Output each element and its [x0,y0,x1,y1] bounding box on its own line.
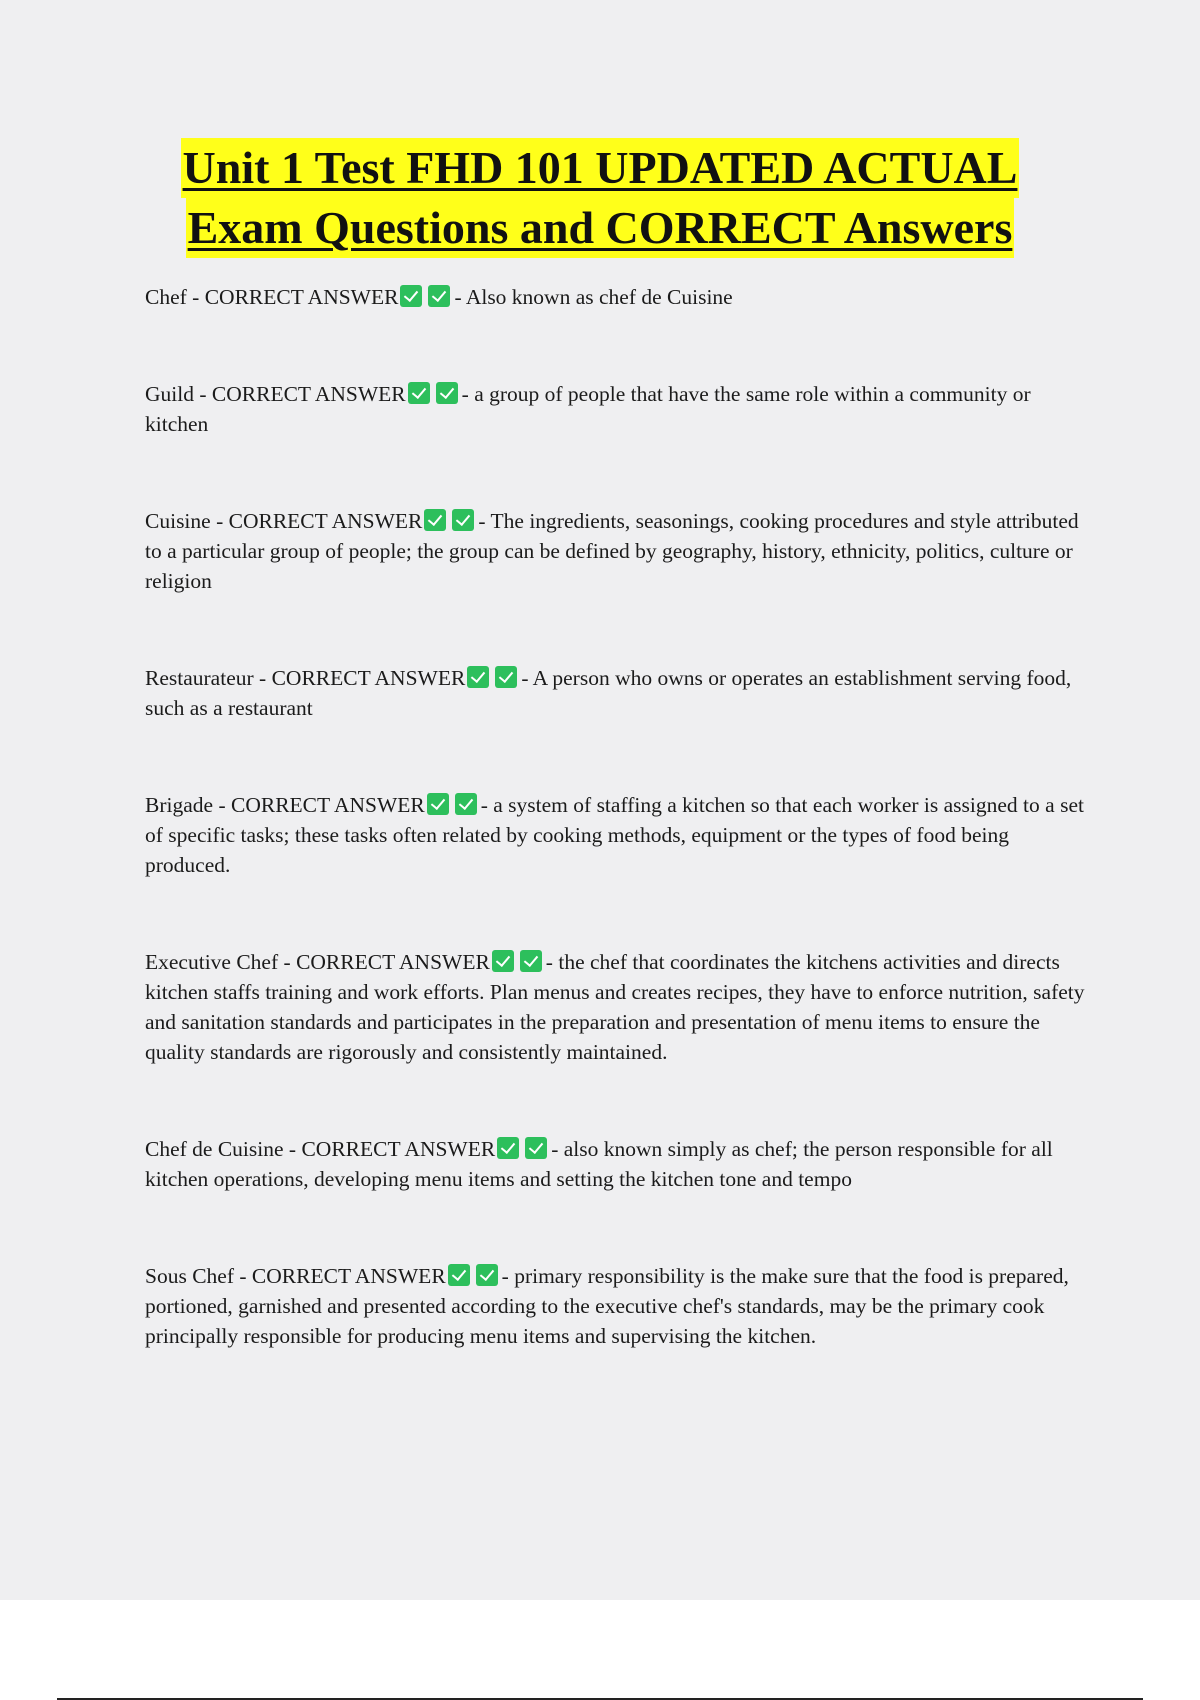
check-box-icon [476,1264,498,1286]
entry-marker: CORRECT ANSWER [211,382,406,406]
qa-entry: Chef de Cuisine - CORRECT ANSWER - also known simply as chef; the person responsible for all kitchen operations, developing menu items and setting the kitchen tone and tempo [145,1137,1053,1191]
check-box-icon [427,793,449,815]
qa-entry: Cuisine - CORRECT ANSWER - The ingredients, seasonings, cooking procedures and style attributed to a particular group of people; the group can be defined by geography, history, ethnicity, politics, culture or religion [145,509,1079,593]
entry-definition: also known simply as chef; the person responsible for all kitchen operations, developing menu items and setting the kitchen tone and tempo [145,1137,1053,1191]
entry-term: Restaurateur [145,666,254,690]
entry-marker: CORRECT ANSWER [271,666,466,690]
entry-marker: CORRECT ANSWER [228,509,423,533]
qa-entry: Guild - CORRECT ANSWER - a group of people that have the same role within a community or kitchen [145,382,1031,436]
check-box-icon [428,285,450,307]
qa-entry: Brigade - CORRECT ANSWER - a system of staffing a kitchen so that each worker is assigned to a set of specific tasks; these tasks often related by cooking methods, equipment or the types of food being produced. [145,793,1084,877]
check-box-icon [400,285,422,307]
check-box-icon [467,666,489,688]
entry-definition: the chef that coordinates the kitchens activities and directs kitchen staffs training and work efforts. Plan menus and creates recipes, they have to enforce nutrition, safety and sanitation standards and participates in the preparation and presentation of menu items to ensure the quality standards are rigorously and consistently maintained. [145,950,1085,1064]
title-line-2: Exam Questions and CORRECT Answers [186,198,1015,258]
qa-entry: Sous Chef - CORRECT ANSWER - primary responsibility is the make sure that the food is prepared, portioned, garnished and presented according to the executive chef's standards, may be the primary cook principally responsible for producing menu items and supervising the kitchen. [145,1264,1069,1348]
entry-definition: The ingredients, seasonings, cooking procedures and style attributed to a particular group of people; the group can be defined by geography, history, ethnicity, politics, culture or religion [145,509,1079,593]
check-box-icon [436,382,458,404]
entry-definition: A person who owns or operates an establishment serving food, such as a restaurant [145,666,1072,720]
entry-term: Guild [145,382,194,406]
check-box-icon [495,666,517,688]
qa-list [145,282,1095,1351]
document-title [0,138,1200,258]
check-box-icon [455,793,477,815]
qa-entry: Chef - CORRECT ANSWER - Also known as chef de Cuisine [145,285,733,309]
entry-term: Sous Chef [145,1264,234,1288]
check-box-icon [448,1264,470,1286]
entry-marker: CORRECT ANSWER [301,1137,496,1161]
qa-entry: Executive Chef - CORRECT ANSWER - the chef that coordinates the kitchens activities and directs kitchen staffs training and work efforts. Plan menus and creates recipes, they have to enforce nutrition, safety and sanitation standards and participates in the preparation and presentation of menu items to ensure the quality standards are rigorously and consistently maintained. [145,950,1085,1064]
title-line-1: Unit 1 Test FHD 101 UPDATED ACTUAL [181,138,1020,198]
entry-marker: CORRECT ANSWER [204,285,399,309]
entry-definition: a system of staffing a kitchen so that each worker is assigned to a set of specific tasks; these tasks often related by cooking methods, equipment or the types of food being produced. [145,793,1084,877]
check-box-icon [408,382,430,404]
check-box-icon [520,950,542,972]
check-box-icon [424,509,446,531]
entry-term: Brigade [145,793,214,817]
entry-definition: Also known as chef de Cuisine [465,285,733,309]
check-box-icon [525,1137,547,1159]
check-box-icon [492,950,514,972]
entry-term: Cuisine [145,509,211,533]
check-box-icon [452,509,474,531]
entry-marker: CORRECT ANSWER [230,793,425,817]
entry-term: Chef de Cuisine [145,1137,284,1161]
qa-entry: Restaurateur - CORRECT ANSWER - A person who owns or operates an establishment serving food, such as a restaurant [145,666,1072,720]
entry-marker: CORRECT ANSWER [251,1264,446,1288]
entry-definition: primary responsibility is the make sure that the food is prepared, portioned, garnished and presented according to the executive chef's standards, may be the primary cook principally responsible for producing menu items and supervising the kitchen. [145,1264,1069,1348]
entry-marker: CORRECT ANSWER [296,950,490,974]
entry-definition: a group of people that have the same role within a community or kitchen [145,382,1031,436]
check-box-icon [497,1137,519,1159]
entry-term: Chef [145,285,187,309]
entry-term: Executive Chef [145,950,279,974]
